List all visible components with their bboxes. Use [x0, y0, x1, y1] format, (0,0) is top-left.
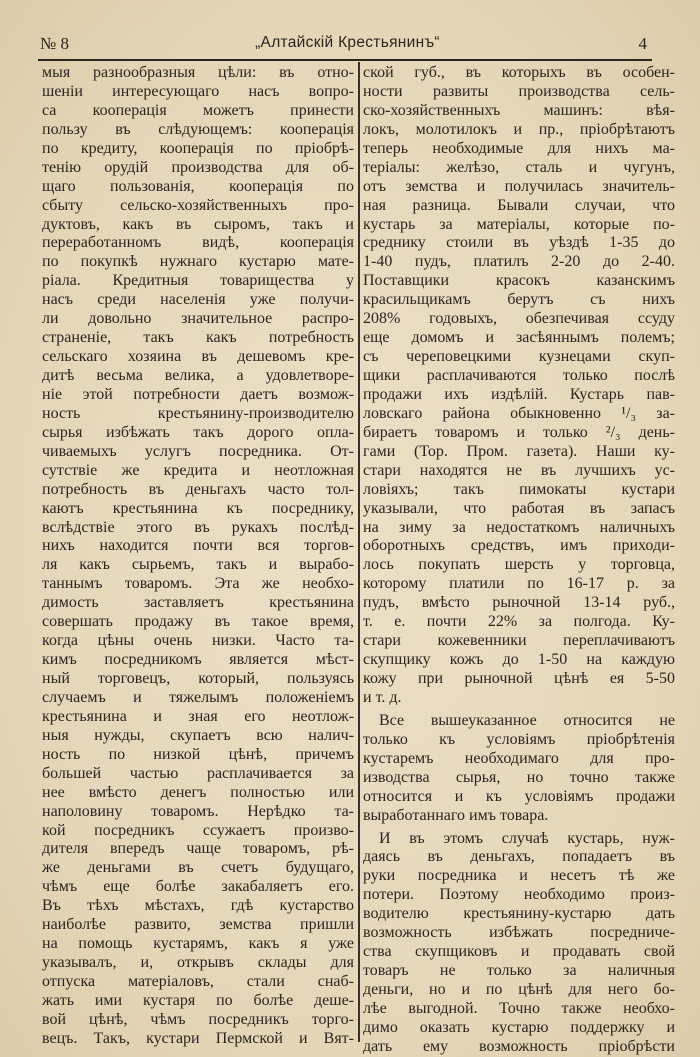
text-line: ніе этой потребности даетъ возмож- [42, 385, 354, 403]
text-line: деньги, но и по цѣнѣ для него бо- [363, 981, 675, 998]
text-line: таннымъ товаромъ. Эта же необхо- [42, 575, 354, 593]
issue-number: № 8 [40, 34, 69, 53]
text-line: даясь въ деньгахъ, попадаетъ въ [363, 848, 675, 866]
text-line: ства скупщиковъ и продавать свой [363, 943, 675, 961]
text-line: кустарь за матеріалы, которые по- [363, 215, 675, 233]
text-line: относится и къ условіямъ продажи [363, 787, 675, 805]
header-rule [38, 59, 652, 61]
text-line: и т. д. [363, 688, 402, 706]
paragraph [42, 64, 354, 1049]
text-line: Все вышеуказанное относится не [379, 711, 675, 729]
text-line: страненіе, такъ какъ потребность [42, 329, 354, 347]
text-line: гами (Тор. Пром. газета). Наши ку- [363, 442, 675, 460]
text-line: крестьянина и зная его неотлож- [42, 707, 354, 725]
text-line: стари находятся не въ лучшихъ ус- [363, 461, 675, 479]
text-line: красильщикамъ берутъ съ нихъ [363, 291, 675, 309]
text-line: большей частью расплачивается за [42, 764, 354, 782]
text-line: только къ условіямъ пріобрѣтенія [363, 730, 675, 748]
text-line: пудъ, вмѣсто рыночной 13-14 руб., [363, 594, 675, 612]
text-line: бираетъ товаромъ и только ²/₃ день- [363, 423, 675, 441]
text-line: совершать продажу въ такое время, [42, 613, 354, 631]
text-line: сутствіе же кредита и неотложная [42, 461, 354, 479]
text-line: 208% годовыхъ, обезпечивая ссуду [363, 310, 675, 328]
text-line: отъ земства и получилась значитель- [363, 177, 675, 195]
left-column [42, 64, 354, 1049]
text-line: ріала. Кредитныя товарищества у [42, 272, 354, 290]
text-line: съ череповецкими кузнецами скуп- [363, 348, 675, 366]
text-line: наполовину товаромъ. Нерѣдко та- [42, 802, 354, 820]
text-line: лѣе выгодной. Точно также необхо- [363, 999, 675, 1017]
text-line: вслѣдствіе этого въ рукахъ послѣд- [42, 518, 354, 536]
text-line: когда цѣны очень низки. Часто та- [42, 632, 354, 650]
text-line: дуктовъ, какъ въ сыромъ, такъ и [42, 215, 354, 233]
right-column [363, 64, 675, 1057]
text-line: лось покупать шерсть у торговца, [363, 556, 675, 574]
text-line: нее вмѣсто денегъ полностью или [42, 783, 354, 801]
text-line: ля какъ сырьемъ, такъ и вырабо- [42, 556, 354, 574]
text-line: жать ими кустаря по болѣе деше- [42, 991, 354, 1009]
text-line: продажи ихъ издѣлій. Кустарь пав- [363, 385, 675, 403]
paragraph [363, 712, 675, 826]
text-line: ли довольно значительное распро- [42, 310, 354, 328]
text-line: еще домомъ и засѣяннымъ полемъ; [363, 329, 675, 347]
text-line: 1-40 пудъ, платилъ 2-20 до 2-40. [363, 253, 675, 271]
text-line: теперь необходимые для нихъ ма- [363, 139, 675, 157]
text-line: сырья избѣжать такъ дорого опла- [42, 423, 354, 441]
text-line: изводства сырья, но точно также [363, 768, 675, 786]
text-line: среднику стоили въ уѣздѣ 1-35 до [363, 234, 675, 252]
text-line: вой цѣнѣ, чѣмъ посредникъ торго- [42, 1010, 354, 1028]
text-line: ско-хозяйственныхъ машинъ: вѣя- [363, 101, 675, 119]
text-line: наиболѣе развито, земства пришли [42, 916, 354, 934]
text-line: вецъ. Такъ, кустари Пермской и Вят- [42, 1029, 354, 1047]
text-line: каютъ крестьянина къ посреднику, [42, 499, 354, 517]
page-header [40, 34, 655, 56]
text-line: кустаремъ необходимаго для про- [363, 749, 675, 767]
text-line: кожу при рыночной цѣнѣ ея 5-50 [363, 670, 675, 687]
text-line: ный торговецъ, который, пользуясь [42, 670, 354, 687]
text-line: потребность въ деньгахъ часто тол- [42, 480, 354, 498]
text-line: переработанномъ видѣ, кооперація [42, 234, 354, 252]
text-line: ность крестьянину-производителю [42, 404, 354, 422]
text-line: на зиму за недостаткомъ наличныхъ [363, 518, 675, 536]
text-line: указывалъ, и, открывъ склады для [42, 954, 354, 972]
text-line: выработаннаго имъ товара. [363, 806, 549, 824]
text-line: Поставщики красокъ казанскимъ [363, 272, 675, 290]
paragraph [363, 830, 675, 1057]
text-line: пользу въ слѣдующемъ: кооперація [42, 120, 354, 138]
text-line: шеніи интересующаго насъ вопро- [42, 82, 354, 100]
text-line: теріалы: желѣзо, сталь и чугунъ, [363, 158, 675, 176]
text-line: щаго пользованія, кооперація по [42, 177, 354, 195]
text-line: скупщику кожъ до 1-50 на каждую [363, 651, 675, 669]
text-line: на помощь кустарямъ, какъ я уже [42, 935, 354, 953]
text-line: дителя впередъ чаще товаромъ, рѣ- [42, 840, 354, 858]
text-line: ныя нужды, скупаетъ всю налич- [42, 726, 354, 744]
text-line: водителю крестьянину-кустарю дать [363, 905, 675, 923]
text-line: руки посредника и несетъ тѣ же [363, 867, 675, 885]
text-line: тенію орудій производства для об- [42, 158, 354, 176]
text-line: кимъ посредникомъ является мѣст- [42, 651, 354, 669]
text-line: по покупкѣ нужнаго кустарю мате- [42, 253, 354, 271]
text-line: случаемъ и тяжелымъ положеніемъ [42, 688, 354, 706]
text-line: указывали, что работая въ запасъ [363, 499, 675, 517]
text-line: ность по низкой цѣнѣ, причемъ [42, 745, 354, 763]
column-divider [358, 62, 360, 1042]
text-line: потери. Поэтому необходимо произ- [363, 886, 675, 904]
text-line: локъ, молотилокъ и пр., пріобрѣтаютъ [363, 120, 675, 138]
text-line: же деньгами въ счетъ будущаго, [42, 859, 354, 877]
text-line: щики расплачиваются только послѣ [363, 367, 675, 384]
page-number: 4 [638, 34, 647, 53]
text-line: ской губ., въ которыхъ въ особен- [363, 64, 675, 81]
text-line: т. е. почти 22% за полгода. Ку- [363, 613, 675, 631]
text-line: ловскаго района обыкновенно ¹/₃ за- [363, 404, 675, 422]
text-line: дать ему возможность пріобрѣсти [363, 1037, 675, 1055]
text-line: нихъ находится почти вся торгов- [42, 537, 354, 555]
paragraph [363, 64, 675, 708]
text-line: стари кожевенники переплачиваютъ [363, 632, 675, 650]
newspaper-title: „Алтайскій Крестьянинъ“ [255, 34, 440, 51]
text-line: насъ среди населенія уже получи- [42, 291, 354, 309]
text-line: дитѣ весьма велика, а удовлетворе- [42, 367, 354, 384]
text-line: отпуска матеріаловъ, стали снаб- [42, 973, 354, 990]
text-line: оборотныхъ средствъ, имъ приходи- [363, 537, 675, 555]
text-line: кой посредникъ ссужаетъ произво- [42, 821, 354, 839]
text-line: возможность избѣжать посредниче- [363, 924, 675, 942]
text-line: Въ тѣхъ мѣстахъ, гдѣ кустарство [42, 897, 354, 915]
text-line: мыя разнообразныя цѣли: въ отно- [42, 64, 354, 81]
text-line: ная разница. Бывали случаи, что [363, 196, 675, 214]
text-line: сельскаго хозяина въ дешевомъ кре- [42, 348, 354, 366]
text-line: са кооперація можетъ принести [42, 101, 354, 119]
text-line: ловіяхъ; такъ пимокаты кустари [363, 480, 675, 498]
text-line: по кредиту, кооперація по пріобрѣ- [42, 139, 354, 157]
text-line: ности развиты производства сель- [363, 82, 675, 100]
text-line: которому платили по 16-17 р. за [363, 575, 675, 593]
text-line: димость заставляетъ крестьянина [42, 594, 354, 612]
text-line: сбыту сельско-хозяйственныхъ про- [42, 196, 354, 214]
text-line: И въ этомъ случаѣ кустарь, нуж- [379, 829, 675, 847]
text-line: димо оказать кустарю поддержку и [363, 1018, 675, 1036]
text-line: товаръ не только за наличныя [363, 962, 675, 980]
text-line: чѣмъ еще болѣе закабаляетъ его. [42, 878, 354, 896]
text-line: чиваемыхъ услугъ посредника. От- [42, 442, 354, 460]
